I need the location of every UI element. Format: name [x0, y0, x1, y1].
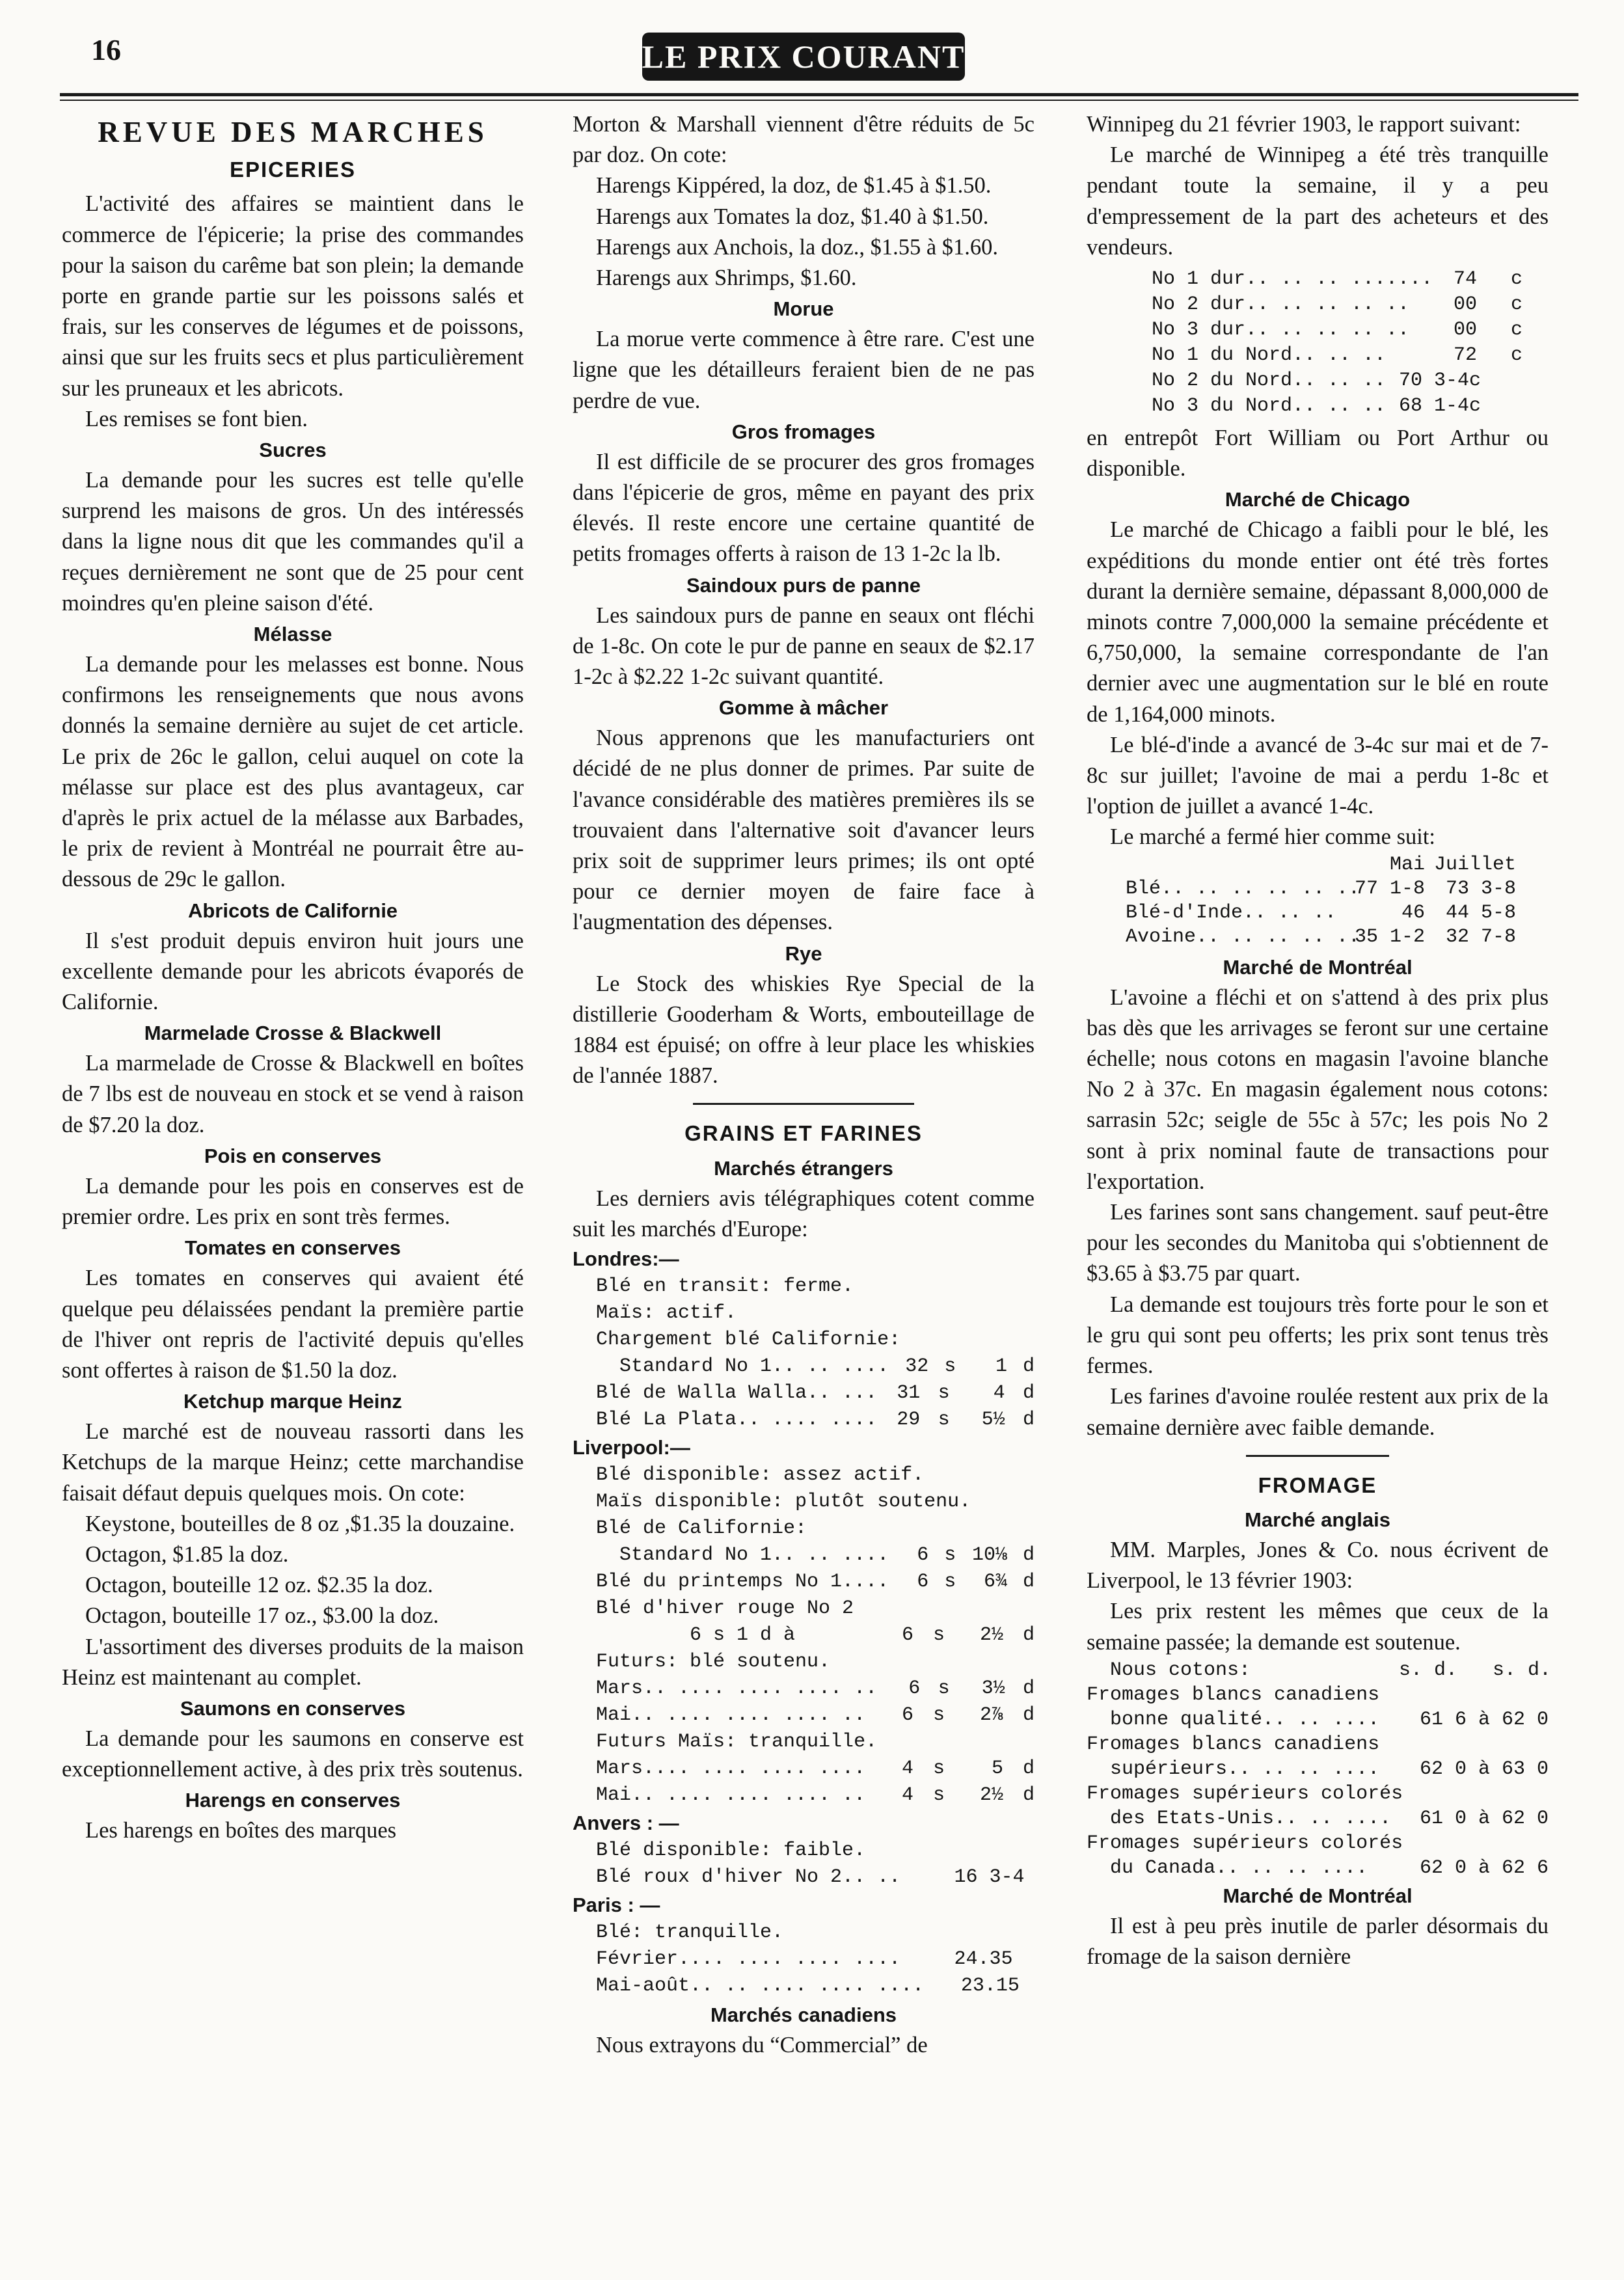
row-value: 68 1-4c	[1399, 395, 1482, 418]
table-row	[573, 1569, 1035, 1595]
price-item: Harengs aux Shrimps, $1.60.	[596, 265, 857, 291]
table-row	[1126, 925, 1549, 949]
row-unit	[1003, 1838, 1035, 1864]
paragraph: Nous apprenons que les manufacturiers ont décidé de ne plus donner de primes. Par suite de l'avance considérable des matières premières ils se trouvaient dans l'alternative soit d'avancer leurs prix soit de supprimer leurs primes; ils ont opté pour ce dernier moyen de faire face à l'augmentation des dépenses.	[573, 726, 1035, 935]
row-value: 74	[1453, 268, 1477, 291]
row-value	[868, 1838, 914, 1864]
row-unit	[1023, 1489, 1035, 1515]
paragraph: La demande est toujours très forte pour le son et le gru qui sont peu offerts; les prix sont tenus très fermes.	[1087, 1292, 1549, 1379]
row-unit: d	[1022, 1382, 1035, 1405]
paragraph: La demande pour les melasses est bonne. Nous confirmons les renseignements que nous avons donnés la semaine dernière au sujet de cet article. Le prix de 26c le gallon, celui auquel on cote la mélasse sur place est des plus avantageux, car d'après le prix actuel de la mélasse aux Barbades, le prix de revient à Montréal ne pourrait être au-dessous de 29c le gallon.	[62, 652, 524, 892]
table-row	[1087, 1831, 1549, 1856]
row-label: Fromages supérieurs colorés	[1087, 1832, 1403, 1854]
row-label: No 1 du Nord.. .. ..	[1152, 344, 1387, 367]
section-divider	[1246, 1455, 1389, 1457]
row-label: Blé d'hiver rouge No 2	[596, 1597, 854, 1620]
subheading: Ketchup marque Heinz	[183, 1390, 402, 1413]
row-unit: s	[938, 1382, 950, 1405]
row-unit	[1003, 1920, 1035, 1946]
paragraph: Le marché de Chicago a faibli pour le blé, les expéditions du monde entier ont été très fortes durant la dernière semaine, dépassant 8,000,000 de minots contre 7,000,000 la semaine précédente et 6,750,000, la semaine correspondante de l'an dernier avec une augmentation sur le blé en route de 1,164,000 minots.	[1087, 517, 1549, 727]
row-value	[924, 1462, 954, 1489]
subheading: Mélasse	[253, 623, 332, 646]
table-row	[1126, 901, 1549, 925]
market-city: Liverpool:—	[573, 1436, 690, 1459]
row-label: Blé disponible: faible.	[596, 1839, 866, 1862]
table-row	[573, 1649, 1035, 1676]
paragraph: La marmelade de Crosse & Blackwell en boîtes de 7 lbs est de nouveau en stock et se vend à raison de $7.20 la doz.	[62, 1051, 524, 1137]
row-label: Blé: tranquille.	[596, 1921, 784, 1944]
row-unit: c	[1510, 344, 1522, 367]
row-value: 35 1-2	[1354, 925, 1425, 948]
row-label: Mai-août.. .. .... .... ....	[596, 1975, 925, 1998]
table-row	[1152, 267, 1549, 292]
row-value: 44 5-8	[1445, 901, 1516, 924]
table-row	[573, 1946, 1035, 1973]
table-row	[573, 1595, 1035, 1622]
row-value	[962, 1327, 1009, 1353]
subheading: Sucres	[259, 439, 327, 462]
price-item: Harengs Kippéred, la doz, de $1.45 à $1.50.	[596, 173, 992, 198]
price-item: Octagon, bouteille 17 oz., $3.00 la doz.	[85, 1603, 439, 1629]
row-value	[945, 1920, 1003, 1946]
row-unit: s	[932, 1758, 945, 1780]
paragraph: Les remises se font bien.	[85, 406, 308, 431]
row-value: 46	[1401, 901, 1425, 924]
row-label: Standard No 1.. .. ....	[596, 1544, 889, 1567]
section-title-grains: GRAINS ET FARINES	[684, 1121, 923, 1146]
row-value	[1403, 1782, 1549, 1806]
row-label: Blé disponible: assez actif.	[596, 1464, 925, 1487]
row-value: 2½	[979, 1624, 1003, 1647]
row-value: 29	[897, 1409, 921, 1432]
row-unit	[1003, 1273, 1035, 1300]
european-markets-table	[573, 1245, 1035, 2000]
row-value: 4	[993, 1382, 1005, 1405]
row-unit	[1014, 1462, 1035, 1489]
table-row	[573, 1973, 1035, 2000]
row-value: 3½	[981, 1677, 1005, 1700]
row-unit	[914, 1300, 945, 1327]
row-value	[945, 1595, 1003, 1622]
row-label: 6 s 1 d à	[596, 1624, 796, 1647]
row-value: 6	[917, 1571, 929, 1594]
price-item: Harengs aux Anchois, la doz., $1.55 à $1.60.	[596, 234, 999, 260]
row-unit: d	[1022, 1355, 1035, 1378]
paragraph: Il est difficile de se procurer des gros fromages dans l'épicerie de gros, même en payant des prix élevés. Il reste encore une certaine quantité de petits fromages offerts à raison de 13 1-2c la lb.	[573, 449, 1035, 567]
table-row	[573, 1729, 1035, 1756]
row-label: Blé.. .. .. .. .. ..	[1126, 877, 1360, 900]
masthead-logo	[641, 27, 966, 86]
row-label: Fromages supérieurs colorés	[1087, 1782, 1403, 1805]
row-value	[900, 1327, 937, 1353]
table-row	[1126, 877, 1549, 901]
section-title-fromage: FROMAGE	[1258, 1472, 1377, 1497]
paragraph: La demande pour les sucres est telle qu'elle surprend les maisons de gros. Un des intéressés dans la ligne nous dit que les commandes qu'il a reçues dernièrement ne sont que de 25 pour cent moindres qu'en pleine saison d'été.	[62, 468, 524, 616]
row-label: Blé roux d'hiver No 2.. ..	[596, 1866, 901, 1889]
row-value	[868, 1515, 914, 1542]
section-divider	[693, 1103, 914, 1105]
table-header: Nous cotons: s. d. s. d.	[1110, 1659, 1552, 1681]
row-unit: s	[944, 1355, 956, 1378]
table-row	[573, 1622, 1035, 1649]
row-value	[924, 1973, 946, 2000]
row-unit: d	[1022, 1544, 1035, 1567]
subheading: Marmelade Crosse & Blackwell	[144, 1022, 442, 1045]
row-label: bonne qualité.. .. ....	[1087, 1708, 1380, 1731]
row-unit	[1003, 1515, 1035, 1542]
row-unit	[1012, 1946, 1035, 1973]
table-row	[573, 1702, 1035, 1729]
row-value: 77 1-8	[1354, 877, 1425, 900]
row-unit: c	[1510, 319, 1522, 342]
row-value: 62 0 à 63 0	[1419, 1758, 1549, 1780]
row-value: 2½	[979, 1784, 1003, 1807]
row-unit: d	[1022, 1409, 1035, 1432]
subheading: Gros fromages	[731, 420, 876, 443]
row-unit: c	[1510, 293, 1522, 316]
row-value: 23.15	[960, 1975, 1020, 1998]
row-unit: c	[1510, 268, 1522, 291]
table-row	[573, 1300, 1035, 1327]
row-unit: s	[932, 1784, 945, 1807]
row-value: 61 6 à 62 0	[1419, 1708, 1549, 1731]
table-row	[573, 1838, 1035, 1864]
row-value: 6	[908, 1677, 921, 1700]
row-value	[900, 1946, 932, 1973]
row-label: Futurs Maïs: tranquille.	[596, 1731, 878, 1754]
paragraph: Le Stock des whiskies Rye Special de la distillerie Gooderham & Worts, embouteillage de 1884 est épuisé; on offre à leur place les whiskies de l'année 1887.	[573, 971, 1035, 1089]
table-row	[1152, 368, 1549, 394]
subheading: Harengs en conserves	[185, 1789, 401, 1812]
row-label: No 2 dur.. .. .. .. ..	[1152, 293, 1410, 316]
market-city: Anvers : —	[573, 1812, 679, 1835]
row-value: 24.35	[954, 1948, 1013, 1971]
row-value	[975, 1462, 1014, 1489]
paragraph: Le marché est de nouveau rassorti dans les Ketchups de la marque Heinz; cette marchandise faisait défaut depuis quelques mois. On cote:	[62, 1419, 524, 1506]
top-rule	[60, 93, 1578, 96]
row-unit: s	[932, 1704, 945, 1727]
row-unit: d	[1022, 1704, 1035, 1727]
paragraph: Les prix restent les mêmes que ceux de la semaine passée; la demande est soutenue.	[1087, 1599, 1549, 1655]
subheading: Marché anglais	[1245, 1508, 1390, 1531]
row-label: Blé en transit: ferme.	[596, 1275, 854, 1298]
row-unit	[1477, 394, 1522, 419]
table-row	[573, 1864, 1035, 1891]
table-row	[1152, 318, 1549, 343]
row-value	[945, 1649, 1003, 1676]
row-unit	[1477, 368, 1522, 394]
paragraph: Morton & Marshall viennent d'être réduits de 5c par doz. On cote:	[573, 112, 1035, 168]
cheese-price-table	[1087, 1658, 1552, 1880]
row-label: No 3 du Nord.. .. ..	[1152, 395, 1387, 418]
row-value: 1	[995, 1355, 1008, 1378]
row-label: Mars.... .... .... ....	[596, 1758, 866, 1780]
subheading: Marchés étrangers	[714, 1156, 893, 1180]
row-value	[945, 1300, 1003, 1327]
paragraph: La demande pour les saumons en conserve est exceptionnellement active, à des prix très soutenus.	[62, 1726, 524, 1782]
row-value: 31	[897, 1382, 921, 1405]
row-label: Maïs disponible: plutôt soutenu.	[596, 1491, 971, 1513]
paragraph: La morue verte commence à être rare. C'est une ligne que les détailleurs feraient bien de ne pas perdre de vue.	[573, 327, 1035, 413]
subheading: Marché de Montréal	[1223, 1884, 1413, 1907]
row-label: Mai.. .... .... .... ..	[596, 1704, 866, 1727]
table-row	[573, 1920, 1035, 1946]
section-title-epiceries: EPICERIES	[229, 157, 357, 182]
market-city: Paris : —	[573, 1893, 660, 1917]
row-value	[945, 1838, 1003, 1864]
table-row	[1087, 1707, 1549, 1732]
column-2	[573, 109, 1035, 2061]
table-row	[573, 1515, 1035, 1542]
paragraph: Le marché de Winnipeg a été très tranquille pendant toute la semaine, il y a peu d'empressement de la part des acheteurs et des vendeurs.	[1087, 142, 1549, 260]
table-header	[1126, 853, 1549, 877]
row-label: Mai.. .... .... .... ..	[596, 1784, 866, 1807]
paragraph: L'avoine a fléchi et on s'attend à des prix plus bas dès que les arrivages se feront sur une certaine échelle; nous cotons en magasin l'avoine blanche No 2 à 37c. En magasin également nous cotons: sarrasin 52c; seigle de 55c à 57c; les pois No 2 sont à prix nominal faute de transactions pour l'exportation.	[1087, 984, 1549, 1194]
subheading: Gomme à mâcher	[718, 696, 889, 720]
table-row	[573, 1782, 1035, 1809]
table-row	[573, 1462, 1035, 1489]
table-row	[573, 1407, 1035, 1433]
market-city: Londres:—	[573, 1247, 679, 1271]
row-unit	[1012, 1864, 1035, 1891]
row-value	[868, 1595, 914, 1622]
row-unit	[914, 1515, 945, 1542]
row-value: 61 0 à 62 0	[1419, 1807, 1549, 1830]
row-unit: s	[944, 1544, 956, 1567]
row-unit: d	[1022, 1677, 1035, 1700]
row-value: 5½	[981, 1409, 1005, 1432]
row-value	[868, 1920, 914, 1946]
row-label: Blé du printemps No 1....	[596, 1571, 889, 1594]
subheading: Marchés canadiens	[710, 2003, 897, 2027]
table-row	[1087, 1806, 1549, 1831]
paragraph: MM. Marples, Jones & Co. nous écrivent de Liverpool, le 13 février 1903:	[1087, 1537, 1549, 1594]
row-unit	[914, 1838, 945, 1864]
row-label: Standard No 1.. .. ....	[596, 1355, 889, 1378]
row-label: Blé La Plata.. .... ....	[596, 1409, 878, 1432]
row-value: 6	[901, 1704, 914, 1727]
row-unit: d	[1022, 1624, 1035, 1647]
page-title: REVUE DES MARCHES	[98, 116, 488, 148]
row-unit	[914, 1920, 945, 1946]
paragraph: en entrepôt Fort William ou Port Arthur ou disponible.	[1087, 426, 1549, 482]
price-item: Harengs aux Tomates la doz, $1.40 à $1.50.	[596, 204, 989, 229]
row-label: Maïs: actif.	[596, 1302, 737, 1325]
row-value: 73 3-8	[1445, 877, 1516, 900]
row-unit	[914, 1649, 945, 1676]
row-value: 4	[901, 1758, 914, 1780]
row-value: 10⅛	[972, 1544, 1008, 1567]
row-value: 62 0 à 62 6	[1419, 1856, 1549, 1879]
subheading: Pois en conserves	[204, 1144, 382, 1167]
row-value: 16 3-4	[954, 1866, 1025, 1889]
paragraph: Les derniers avis télégraphiques cotent comme suit les marchés d'Europe:	[573, 1186, 1035, 1242]
table-row	[573, 1327, 1035, 1353]
paragraph: La demande pour les pois en conserves est de premier ordre. Les prix en sont très fermes.	[62, 1173, 524, 1230]
table-row	[1087, 1732, 1549, 1757]
subheading: Rye	[785, 942, 822, 965]
row-unit	[988, 1489, 1000, 1515]
column-header: Juillet	[1433, 853, 1516, 876]
row-unit: s	[938, 1409, 950, 1432]
row-label: Avoine.. .. .. .. ..	[1126, 925, 1360, 948]
row-value	[868, 1300, 914, 1327]
price-item: Keystone, bouteilles de 8 oz ,$1.35 la douzaine.	[85, 1511, 515, 1536]
row-unit	[1005, 1729, 1035, 1756]
row-value: 6	[917, 1544, 929, 1567]
table-row	[573, 1273, 1035, 1300]
row-value	[950, 1729, 1005, 1756]
row-unit	[1003, 1300, 1035, 1327]
row-unit	[1020, 1973, 1035, 2000]
row-unit	[946, 1973, 961, 2000]
row-label: Blé-d'Inde.. .. ..	[1126, 901, 1337, 924]
paragraph: Le blé-d'inde a avancé de 3-4c sur mai et de 7-8c sur juillet; l'avoine de mai a perdu 1-8c et l'option de juillet a avancé 1-4c.	[1087, 732, 1549, 819]
row-unit: d	[1022, 1784, 1035, 1807]
table-row	[1087, 1856, 1549, 1880]
paragraph: Il est à peu près inutile de parler désormais du fromage de la saison dernière	[1087, 1913, 1549, 1969]
row-value	[1399, 1683, 1549, 1707]
column-1	[62, 109, 524, 1847]
price-item: Octagon, bouteille 12 oz. $2.35 la doz.	[85, 1573, 433, 1598]
row-label: Blé de Californie:	[596, 1517, 807, 1540]
row-label: Futurs: blé soutenu.	[596, 1651, 831, 1674]
paragraph: L'activité des affaires se maintient dans le commerce de l'épicerie; la prise des commandes pour la saison du carême bat son plein; la demande porte en grande partie sur les poissons salés et frais, sur les conserves de légumes et de poissons, ainsi que sur les fruits secs et plus particulièrement sur les pruneaux et les abricots.	[62, 191, 524, 401]
subheading: Marché de Chicago	[1225, 488, 1411, 511]
paragraph: Il s'est produit depuis environ huit jours une excellente demande pour les abricots évaporés de Californie.	[62, 928, 524, 1015]
table-row	[1087, 1683, 1549, 1707]
row-value: 00	[1453, 319, 1477, 342]
subheading: Tomates en conserves	[185, 1236, 401, 1260]
table-row	[1087, 1757, 1549, 1782]
row-value	[868, 1273, 914, 1300]
row-unit: s	[938, 1677, 950, 1700]
table-row	[573, 1380, 1035, 1407]
row-unit	[954, 1462, 975, 1489]
table-row	[573, 1353, 1035, 1380]
subheading: Marché de Montréal	[1223, 955, 1413, 979]
svg-text:LE PRIX COURANT: LE PRIX COURANT	[642, 38, 966, 75]
row-label: Fromages blancs canadiens	[1087, 1683, 1380, 1706]
paragraph: Les saindoux purs de panne en seaux ont fléchi de 1-8c. On cote le pur de panne en seaux de $2.17 1-2c à $2.22 1-2c suivant quantité.	[573, 603, 1035, 690]
row-value: 72	[1453, 344, 1477, 367]
row-value	[945, 1515, 1003, 1542]
table-row	[1152, 292, 1549, 318]
row-value	[877, 1729, 920, 1756]
row-value: 70 3-4c	[1399, 370, 1482, 392]
table-row	[1087, 1782, 1549, 1806]
chicago-close-table	[1126, 853, 1549, 949]
table-row	[573, 1489, 1035, 1515]
row-unit	[932, 1864, 954, 1891]
subheading: Morue	[773, 297, 834, 321]
row-value	[971, 1489, 988, 1515]
row-unit	[932, 1946, 954, 1973]
row-label: du Canada.. .. .. ....	[1087, 1856, 1368, 1879]
row-value	[868, 1649, 914, 1676]
table-row	[573, 1676, 1035, 1702]
row-unit	[1009, 1327, 1035, 1353]
row-label: Fromages blancs canadiens	[1087, 1733, 1380, 1756]
table-row	[1152, 394, 1549, 419]
row-value	[1399, 1732, 1549, 1757]
row-value	[900, 1864, 932, 1891]
column-3	[1087, 109, 1552, 1972]
row-label: Février.... .... .... ....	[596, 1948, 901, 1971]
paragraph: Nous extrayons du “Commercial” de	[596, 2033, 928, 2058]
row-label: Chargement blé Californie:	[596, 1329, 901, 1351]
row-value: 2⅞	[979, 1704, 1003, 1727]
price-item: Octagon, $1.85 la doz.	[85, 1541, 289, 1567]
row-unit: s	[944, 1571, 956, 1594]
row-value: 32	[905, 1355, 929, 1378]
paragraph: Les harengs en boîtes des marques	[85, 1818, 397, 1843]
row-value: 6	[901, 1624, 914, 1647]
column-header: Mai	[1389, 853, 1425, 876]
row-label: des Etats-Unis.. .. ....	[1087, 1807, 1392, 1830]
top-rule-thin	[60, 100, 1578, 101]
subheading: Saindoux purs de panne	[686, 573, 921, 597]
row-label: No 2 du Nord.. .. ..	[1152, 370, 1387, 392]
row-unit	[914, 1273, 945, 1300]
row-label: Blé de Walla Walla.. ...	[596, 1382, 878, 1405]
row-unit	[920, 1729, 949, 1756]
row-value	[945, 1273, 1003, 1300]
paragraph: Les tomates en conserves qui avaient été quelque peu délaissées pendant la première partie de l'hiver ont repris de l'activité depuis qu'elles sont offertes à raison de $1.50 la doz.	[62, 1266, 524, 1383]
row-unit: d	[1022, 1758, 1035, 1780]
paragraph: Les farines d'avoine roulée restent aux prix de la semaine dernière avec faible demande.	[1087, 1384, 1549, 1440]
row-label: No 1 dur.. .. .. .......	[1152, 268, 1433, 291]
row-unit	[937, 1327, 962, 1353]
row-label: Mars.. .... .... .... ..	[596, 1677, 878, 1700]
table-row	[573, 1542, 1035, 1569]
paragraph: Le marché a fermé hier comme suit:	[1110, 824, 1436, 850]
table-row	[1152, 343, 1549, 368]
row-value	[1403, 1831, 1549, 1856]
row-unit	[1003, 1649, 1035, 1676]
paragraph: Winnipeg du 21 février 1903, le rapport suivant:	[1087, 112, 1521, 137]
row-label: supérieurs.. .. .. ....	[1087, 1758, 1380, 1780]
row-value: 4	[901, 1784, 914, 1807]
row-unit	[1003, 1595, 1035, 1622]
row-value: 5	[991, 1758, 1003, 1780]
row-value: 6¾	[984, 1571, 1008, 1594]
subheading: Saumons en conserves	[180, 1696, 406, 1720]
subheading: Abricots de Californie	[187, 899, 398, 922]
row-unit: d	[1022, 1571, 1035, 1594]
row-unit	[914, 1595, 945, 1622]
paragraph: Les farines sont sans changement. sauf peut-être pour les secondes du Manitoba qui s'obtiennent de $3.65 à $3.75 par quart.	[1087, 1200, 1549, 1286]
row-unit: s	[932, 1624, 945, 1647]
paragraph: L'assortiment des diverses produits de la maison Heinz est maintenant au complet.	[62, 1634, 524, 1690]
row-value: 00	[1453, 293, 1477, 316]
row-label: No 3 dur.. .. .. .. ..	[1152, 319, 1410, 342]
winnipeg-price-table	[1152, 267, 1549, 419]
row-value	[1000, 1489, 1022, 1515]
table-row	[573, 1756, 1035, 1782]
row-value: 32 7-8	[1445, 925, 1516, 948]
page-number: 16	[91, 33, 121, 66]
